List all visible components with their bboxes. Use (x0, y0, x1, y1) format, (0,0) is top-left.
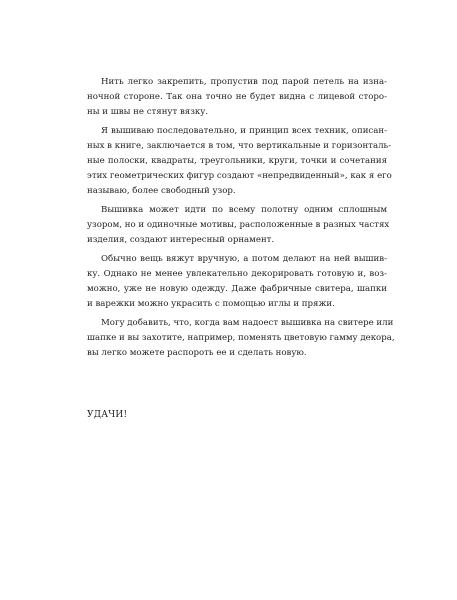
text-line: Обычно вещь вяжут вручную, а потом делают на ней вышив- (101, 254, 387, 264)
text-line: Могу добавить, что, когда вам надоест вышивка на свитере или (101, 318, 394, 328)
text-line: можно, уже не новую одежду. Даже фабричные свитера, шапки (87, 284, 387, 294)
text-line: узором, но и одиночные мотивы, расположенные в разных частях (87, 220, 390, 230)
text-line: ночной стороне. Так она точно не будет видна с лицевой сторо- (87, 92, 387, 102)
text-line: вы легко можете распороть ее и сделать новую. (87, 348, 307, 358)
text-line: и варежки можно украсить с помощью иглы и пряжи. (87, 299, 335, 309)
paragraph-fastening-thread (87, 75, 387, 120)
paragraph-redoing-embroidery (87, 316, 395, 361)
paragraph-embroidery-pattern (87, 203, 390, 248)
text-line: ны и швы не стянут вязку. (87, 107, 209, 117)
text-line: Вышивка может идти по всему полотну одним сплошным (101, 205, 387, 215)
text-line: шапке и вы захотите, например, поменять цветовую гамму декора, (87, 333, 395, 343)
text-line: изделия, создают интересный орнамент. (87, 235, 275, 245)
text-line: называю, более свободный узор. (87, 186, 236, 196)
paragraph-technique-principle (87, 124, 392, 199)
text-line: ные полоски, квадраты, треугольники, круги, точки и сочетания (87, 156, 387, 166)
text-line: Я вышиваю последовательно, и принцип всех техник, описан- (101, 126, 387, 136)
text-line: Нить легко закрепить, пропустив под парой петель на изна- (101, 77, 387, 87)
closing-text: УДАЧИ! (87, 410, 128, 420)
paragraph-decorating-clothes (87, 252, 387, 312)
text-line: ных в книге, заключается в том, что вертикальные и горизонталь- (87, 141, 392, 151)
body-text (87, 75, 395, 361)
text-line: этих геометрических фигур создают «непредвиденный», как я его (87, 171, 392, 181)
text-line: ку. Однако не менее увлекательно декорировать готовую и, воз- (87, 269, 387, 279)
